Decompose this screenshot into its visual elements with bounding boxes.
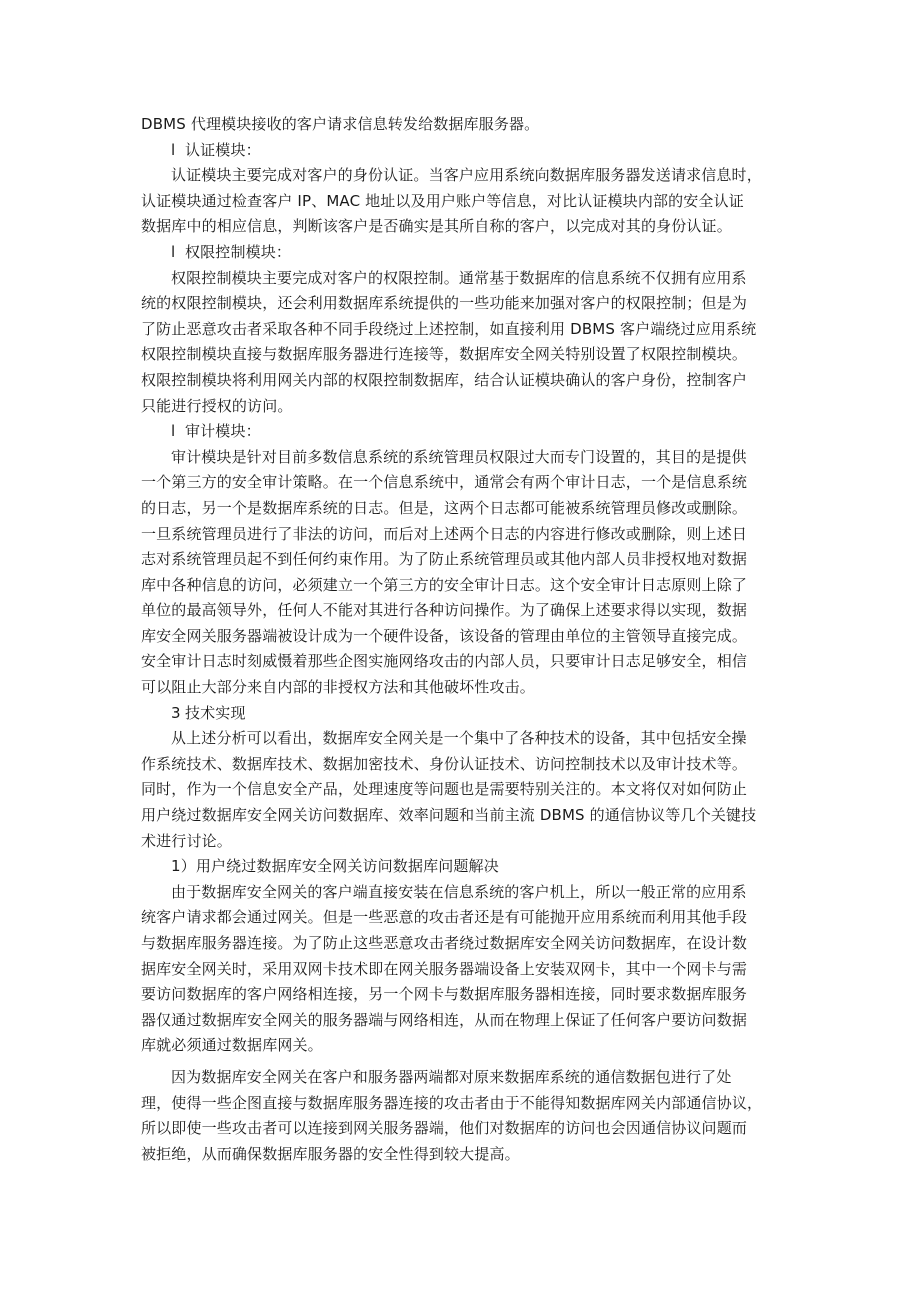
- paragraph-line: DBMS 代理模块接收的客户请求信息转发给数据库服务器。: [141, 115, 540, 133]
- document-page: [141, 112, 805, 1167]
- heading-text: 审计模块：: [185, 422, 261, 441]
- section-heading-audit: [141, 419, 805, 445]
- paragraph-line: 统客户请求都会通过网关。但是一些恶意的攻击者还是有可能抛开应用系统而利用其他手段: [141, 908, 748, 927]
- paragraph-line: 理，使得一些企图直接与数据库服务器连接的攻击者由于不能得知数据库网关内部通信协议，: [141, 1093, 763, 1112]
- paragraph-line: 一个第三方的安全审计策略。在一个信息系统中，通常会有两个审计日志，一个是信息系统: [141, 473, 748, 492]
- paragraph-line: 与数据库服务器连接。为了防止这些恶意攻击者绕过数据库安全网关访问数据库，在设计数: [141, 934, 748, 952]
- paragraph-line: 可以阻止大部分来自内部的非授权方法和其他破坏性攻击。: [141, 678, 535, 697]
- section-heading-auth: [141, 138, 805, 164]
- paragraph-line: 由于数据库安全网关的客户端直接安装在信息系统的客户机上，所以一般正常的应用系: [171, 882, 747, 901]
- heading-text: 权限控制模块：: [185, 242, 292, 261]
- paragraph-line: 库就必须通过数据库网关。: [141, 1036, 323, 1055]
- paragraph-line: 术进行讨论。: [141, 831, 232, 850]
- paragraph-line: 审计模块是针对目前多数信息系统的系统管理员权限过大而专门设置的，其目的是提供: [171, 447, 747, 466]
- paragraph-line: 权限控制模块将利用网关内部的权限控制数据库，结合认证模块确认的客户身份，控制客户: [141, 370, 748, 389]
- paragraph-line: 库安全网关服务器端被设计成为一个硬件设备，该设备的管理由单位的主管领导直接完成。: [141, 626, 748, 645]
- paragraph-line: 库中各种信息的访问，必须建立一个第三方的安全审计日志。这个安全审计日志原则上除了: [141, 575, 748, 594]
- bullet-marker: l: [171, 140, 176, 159]
- subsection-number: 1）: [171, 857, 196, 876]
- section-number: 3: [171, 703, 181, 722]
- paragraph-line: 从上述分析可以看出，数据库安全网关是一个集中了各种技术的设备，其中包括安全操: [171, 729, 747, 748]
- section-heading-implementation: [141, 701, 805, 727]
- bullet-marker: l: [171, 242, 176, 261]
- paragraph-line: 器仅通过数据库安全网关的服务器端与网络相连，从而在物理上保证了任何客户要访问数据: [141, 1010, 748, 1029]
- bullet-marker: l: [171, 422, 176, 441]
- paragraph-line: 权限控制模块直接与数据库服务器进行连接等，数据库安全网关特别设置了权限控制模块。: [141, 345, 748, 364]
- paragraph-line: 志对系统管理员起不到任何约束作用。为了防止系统管理员或其他内部人员非授权地对数据: [141, 550, 748, 569]
- paragraph-line: 数据库中的相应信息，判断该客户是否确实是其所自称的客户，以完成对其的身份认证。: [141, 217, 732, 236]
- paragraph-line: 因为数据库安全网关在客户和服务器两端都对原来数据库系统的通信数据包进行了处: [171, 1067, 732, 1086]
- paragraph-line: 用户绕过数据库安全网关访问数据库、效率问题和当前主流 DBMS 的通信协议等几个关键技: [141, 806, 757, 825]
- paragraph-line: 的日志，另一个是数据库系统的日志。但是，这两个日志都可能被系统管理员修改或删除。: [141, 498, 748, 517]
- paragraph-line: 同时，作为一个信息安全产品，处理速度等问题也是需要特别关注的。本文将仅对如何防止: [141, 780, 748, 799]
- paragraph-line: 认证模块主要完成对客户的身份认证。当客户应用系统向数据库服务器发送请求信息时，: [171, 166, 762, 185]
- paragraph-line: 了防止恶意攻击者采取各种不同手段绕过上述控制，如直接利用 DBMS 客户端绕过应用系统: [141, 319, 757, 338]
- paragraph-line: 安全审计日志时刻威慑着那些企图实施网络攻击的内部人员，只要审计日志足够安全，相信: [141, 652, 748, 671]
- paragraph-line: 所以即使一些攻击者可以连接到网关服务器端，他们对数据库的访问也会因通信协议问题而: [141, 1119, 748, 1138]
- heading-text: 技术实现: [185, 703, 246, 722]
- paragraph-line: 权限控制模块主要完成对客户的权限控制。通常基于数据库的信息系统不仅拥有应用系: [171, 268, 747, 287]
- paragraph-line: 认证模块通过检查客户 IP、MAC 地址以及用户账户等信息，对比认证模块内部的安全认证: [141, 191, 744, 210]
- heading-text: 用户绕过数据库安全网关访问数据库问题解决: [195, 857, 499, 876]
- paragraph-line: 统的权限控制模块，还会利用数据库系统提供的一些功能来加强对客户的权限控制；但是为: [141, 294, 748, 313]
- paragraph-line: 被拒绝，从而确保数据库服务器的安全性得到较大提高。: [141, 1144, 520, 1163]
- section-heading-permission: [141, 240, 805, 266]
- heading-text: 认证模块：: [185, 140, 261, 159]
- subsection-heading-bypass: [141, 854, 805, 880]
- paragraph-line: 只能进行授权的访问。: [141, 396, 293, 415]
- paragraph-line: 要访问数据库的客户网络相连接，另一个网卡与数据库服务器相连接，同时要求数据库服务: [141, 985, 748, 1004]
- paragraph-line: 一旦系统管理员进行了非法的访问，而后对上述两个日志的内容进行修改或删除，则上述日: [141, 524, 748, 543]
- paragraph-line: 作系统技术、数据库技术、数据加密技术、身份认证技术、访问控制技术以及审计技术等。: [141, 754, 748, 773]
- paragraph-line: 据库安全网关时，采用双网卡技术即在网关服务器端设备上安装双网卡，其中一个网卡与需: [141, 959, 748, 978]
- paragraph-line: 单位的最高领导外，任何人不能对其进行各种访问操作。为了确保上述要求得以实现，数据: [141, 601, 748, 620]
